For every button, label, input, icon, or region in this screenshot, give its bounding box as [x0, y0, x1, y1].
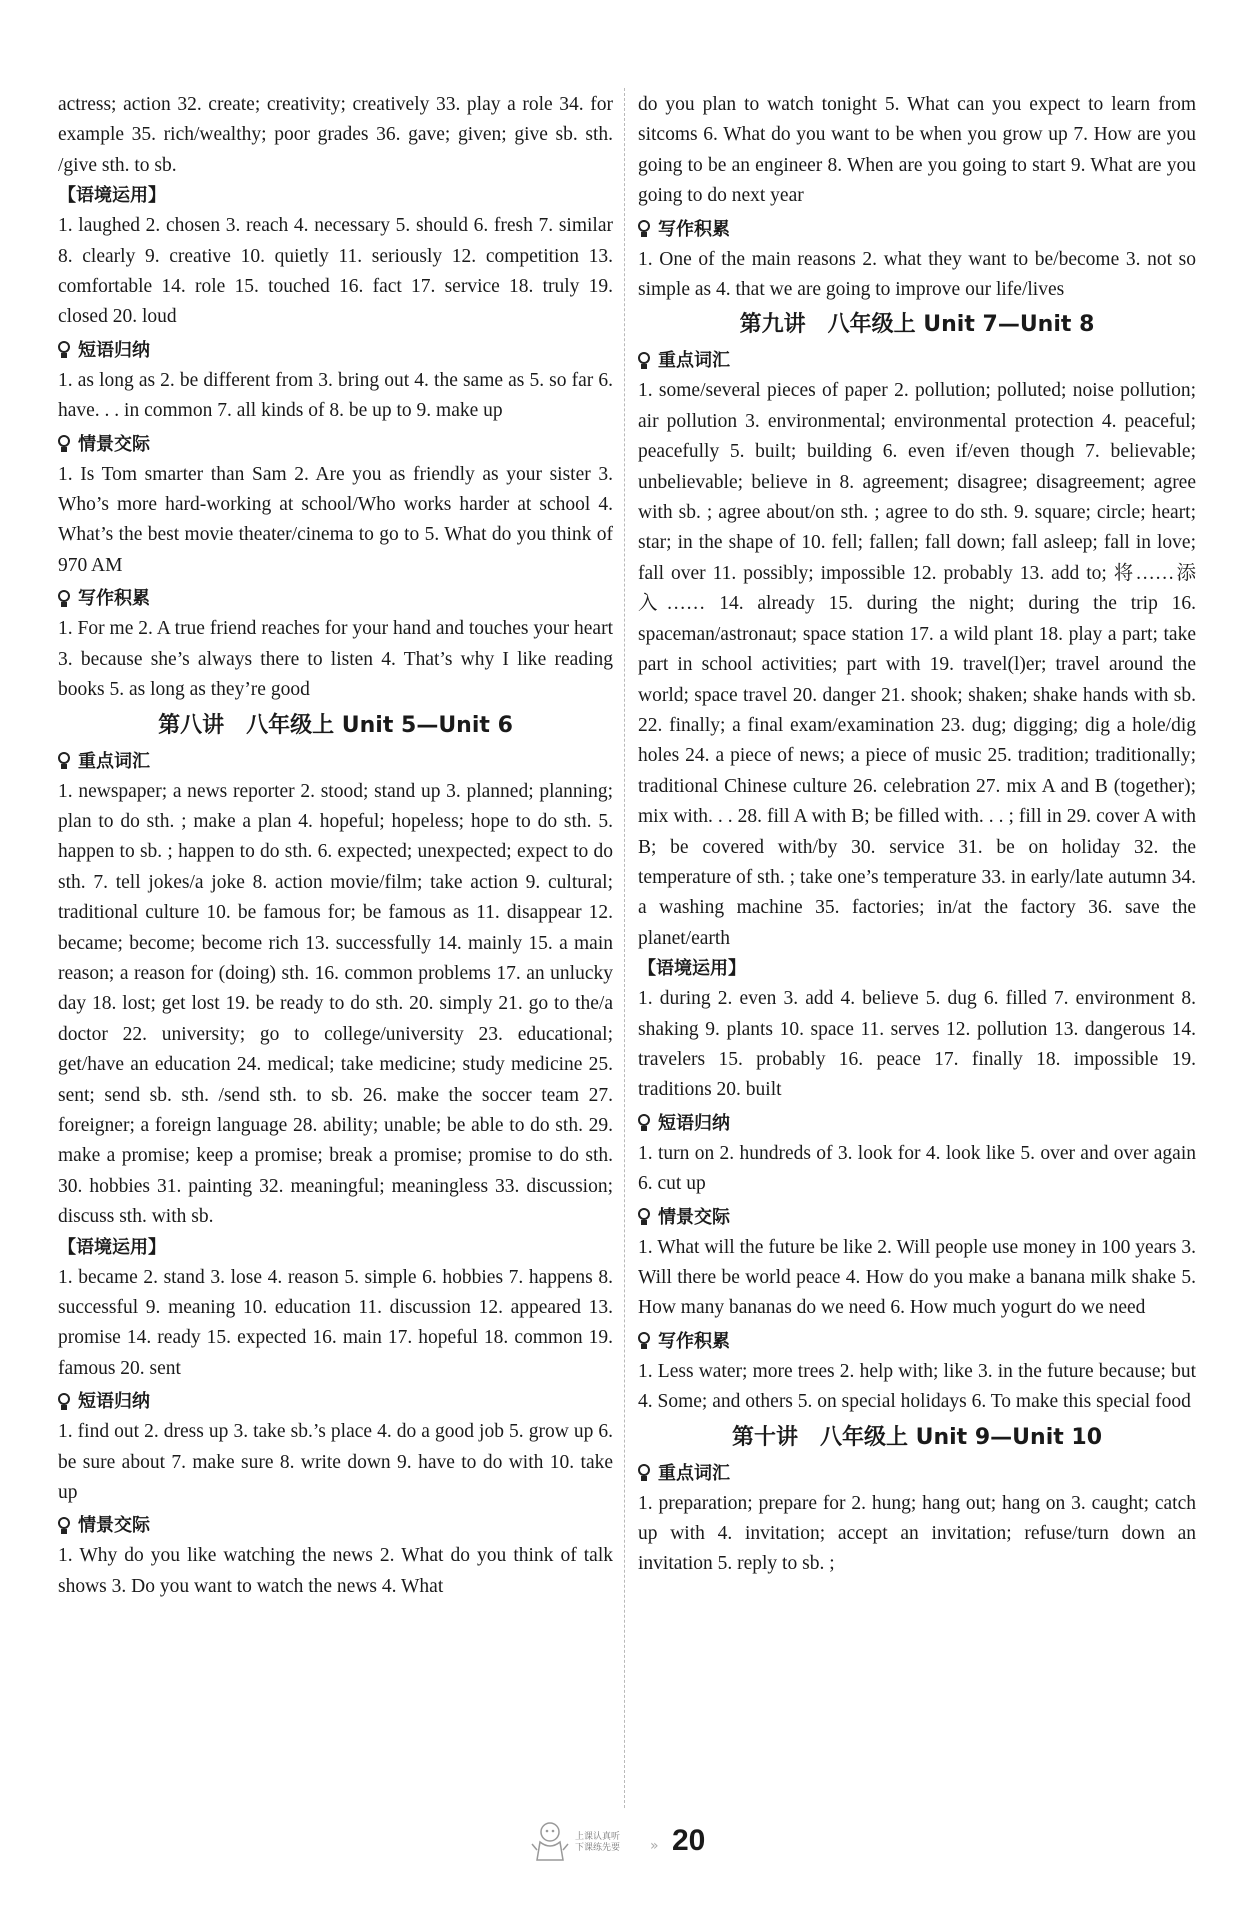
- answer-paragraph: 1. laughed 2. chosen 3. reach 4. necessary 5. should 6. fresh 7. similar 8. clearly 9. creative 10. quietly 11. seriously 12. competition 13. comfortable 14. role 15. touched 16. fact 17. service 18. truly 19. closed 20. loud: [58, 215, 613, 328]
- answer-paragraph: 1. preparation; prepare for 2. hung; hang out; hang on 3. caught; catch up with 4. invitation; accept an invitation; refuse/turn down an invitation 5. reply to sb. ;: [638, 1492, 1196, 1575]
- answer-paragraph: 1. turn on 2. hundreds of 3. look for 4. look like 5. over and over again 6. cut up: [638, 1142, 1196, 1195]
- section-heading: [58, 583, 613, 614]
- section-heading-text: 情景交际: [78, 1515, 150, 1537]
- section-heading: [638, 345, 1196, 376]
- section-heading-text: 重点词汇: [658, 350, 730, 372]
- lecture-title: 第十讲 八年级上 Unit 9—Unit 10: [731, 1424, 1103, 1450]
- section-heading-text: 重点词汇: [658, 1462, 730, 1484]
- section-heading: [58, 1510, 613, 1541]
- section-heading-text: 短语归纳: [78, 1391, 150, 1413]
- section-heading-text: 写作积累: [658, 218, 730, 240]
- answer-paragraph: 1. some/several pieces of paper 2. pollution; polluted; noise pollution; air pollution 3. environmental; environmental protection 4. peaceful; peacefully 5. built; building 6. even if/even though 7. believable; unbelievable; believe in 8. agreement; disagree; disagreement; agree with sb. ; agree about/on sth. ; agree to do sth. 9. square; circle; heart; star; in the shape of 10. fell; fallen; fall down; fall asleep; fall in love; fall over 11. possibly; impossible 12. probably 13. add to; 将……添入…… 14. already 15. during the night; during the trip 16. spaceman/astronaut; space station 17. a wild plant 18. play a part; take part in school activities; part with 19. travel(l)er; travel around the world; space travel 20. danger 21. shook; shaken; shake hands with sb. 22. finally; a final exam/examination 23. dug; digging; dig a hole/dig holes 24. a piece of news; a piece of music 25. tradition; traditionally; traditional Chinese culture 26. celebration 27. mix A and B (together); mix with. . . 28. fill A with B; be filled with. . . ; fill in 29. cover A with B; be covered with/by 30. service 31. be on holiday 32. the temperature of sth. ; take one’s temperature 33. in early/late autumn 34. a washing machine 35. factories; in/at the factory 36. save the planet/earth: [638, 380, 1196, 949]
- answer-paragraph: do you plan to watch tonight 5. What can you expect to learn from sitcoms 6. What do you want to be when you grow up 7. How are you going to be an engineer 8. When are you going to start 9. What are you going to do next year: [638, 94, 1196, 207]
- lightbulb-icon: [638, 1114, 652, 1132]
- page-number: 20: [672, 1824, 706, 1857]
- answer-paragraph: 1. newspaper; a news reporter 2. stood; stand up 3. planned; planning; plan to do sth. ; make a plan 4. hopeful; hopeless; hope to do sth. 5. happen to sb. ; happen to do sth. 6. expected; unexpected; expect to do sth. 7. tell jokes/a joke 8. action movie/film; take action 9. cultural; traditional culture 10. be famous for; be famous as 11. disappear 12. became; become; become rich 13. successfully 14. mainly 15. a main reason; a reason for (doing) sth. 16. common problems 17. an unlucky day 18. lost; get lost 19. be ready to do sth. 20. simply 21. go to the/a doctor 22. university; go to college/university 23. educational; get/have an education 24. medical; take medicine; study medicine 25. sent; send sb. sth. /send sth. to sb. 26. make the soccer team 27. foreigner; a foreign language 28. ability; unable; be able to do sth. 29. make a promise; keep a promise; break a promise; promise to do sth. 30. hobbies 31. painting 32. meaningful; meaningless 33. discussion; discuss sth. with sb.: [58, 780, 613, 1228]
- section-heading: 【语境运用】: [58, 185, 166, 207]
- slogan-bottom: 下课练先要: [575, 1843, 621, 1853]
- lightbulb-icon: [638, 220, 652, 238]
- section-heading-text: 短语归纳: [658, 1112, 730, 1134]
- section-heading: [638, 1326, 1196, 1357]
- answer-paragraph: 1. Is Tom smarter than Sam 2. Are you as friendly as your sister 3. Who’s more hard-working at school/Who works harder at school 4. What’s the best movie theater/cinema to go to 5. What do you think of 970 AM: [58, 463, 613, 576]
- lightbulb-icon: [638, 1332, 652, 1350]
- footer-slogan: [575, 1832, 620, 1854]
- lightbulb-icon: [638, 1464, 652, 1482]
- column-divider: [624, 88, 625, 1808]
- section-heading: [58, 1386, 613, 1417]
- lightbulb-icon: [58, 590, 72, 608]
- answer-paragraph: actress; action 32. create; creativity; creatively 33. play a role 34. for example 35. rich/wealthy; poor grades 36. gave; given; give sb. sth. /give sth. to sb.: [58, 94, 613, 176]
- mascot-icon: [530, 1820, 570, 1866]
- answer-paragraph: 1. during 2. even 3. add 4. believe 5. dug 6. filled 7. environment 8. shaking 9. plants 10. space 11. serves 12. pollution 13. dangerous 14. travelers 15. probably 16. peace 17. finally 18. impossible 19. traditions 20. built: [638, 988, 1196, 1101]
- section-heading: 【语境运用】: [58, 1236, 166, 1258]
- section-heading-text: 写作积累: [78, 588, 150, 610]
- section-heading: [638, 214, 1196, 245]
- lecture-title: 第八讲 八年级上 Unit 5—Unit 6: [158, 712, 513, 738]
- lecture-title: 第九讲 八年级上 Unit 7—Unit 8: [739, 312, 1095, 338]
- lightbulb-icon: [58, 435, 72, 453]
- lightbulb-icon: [58, 341, 72, 359]
- answer-paragraph: 1. became 2. stand 3. lose 4. reason 5. simple 6. hobbies 7. happens 8. successful 9. meaning 10. education 11. discussion 12. appeared 13. promise 14. ready 15. expected 16. main 17. hopeful 18. common 19. famous 20. sent: [58, 1266, 613, 1379]
- answer-paragraph: 1. as long as 2. be different from 3. bring out 4. the same as 5. so far 6. have. . . in common 7. all kinds of 8. be up to 9. make up: [58, 369, 613, 422]
- section-heading: [58, 335, 613, 366]
- section-heading: [58, 746, 613, 777]
- lightbulb-icon: [58, 1517, 72, 1535]
- left-column: [58, 90, 613, 1602]
- section-heading: [638, 1202, 1196, 1233]
- answer-paragraph: 1. What will the future be like 2. Will people use money in 100 years 3. Will there be world peace 4. How do you make a banana milk shake 5. How many bananas do we need 6. How much yogurt do we need: [638, 1236, 1196, 1319]
- answer-paragraph: 1. find out 2. dress up 3. take sb.’s place 4. do a good job 5. grow up 6. be sure about 7. make sure 8. write down 9. have to do with 10. take up: [58, 1421, 613, 1504]
- section-heading: [58, 429, 613, 460]
- slogan-top: 上课认真听: [575, 1832, 621, 1842]
- answer-paragraph: 1. Less water; more trees 2. help with; like 3. in the future because; but 4. Some; and others 5. on special holidays 6. To make this special food: [638, 1360, 1196, 1413]
- answer-paragraph: 1. Why do you like watching the news 2. What do you think of talk shows 3. Do you want to watch the news 4. What: [58, 1545, 613, 1597]
- lightbulb-icon: [638, 1208, 652, 1226]
- section-heading: [638, 1458, 1196, 1489]
- section-heading-text: 情景交际: [78, 433, 150, 455]
- answer-paragraph: 1. One of the main reasons 2. what they want to be/become 3. not so simple as 4. that we are going to improve our life/lives: [638, 248, 1196, 301]
- lightbulb-icon: [638, 352, 652, 370]
- lightbulb-icon: [58, 1393, 72, 1411]
- section-heading-text: 写作积累: [658, 1330, 730, 1352]
- section-heading: 【语境运用】: [638, 958, 746, 980]
- section-heading: [638, 1108, 1196, 1139]
- section-heading-text: 重点词汇: [78, 750, 150, 772]
- chevron-icon: »: [650, 1838, 659, 1854]
- section-heading-text: 情景交际: [658, 1206, 730, 1228]
- right-column: [638, 90, 1196, 1580]
- section-heading-text: 短语归纳: [78, 339, 150, 361]
- page-footer: [0, 1820, 1250, 1880]
- lightbulb-icon: [58, 752, 72, 770]
- answer-paragraph: 1. For me 2. A true friend reaches for your hand and touches your heart 3. because she’s always there to listen 4. That’s why I like reading books 5. as long as they’re good: [58, 618, 613, 701]
